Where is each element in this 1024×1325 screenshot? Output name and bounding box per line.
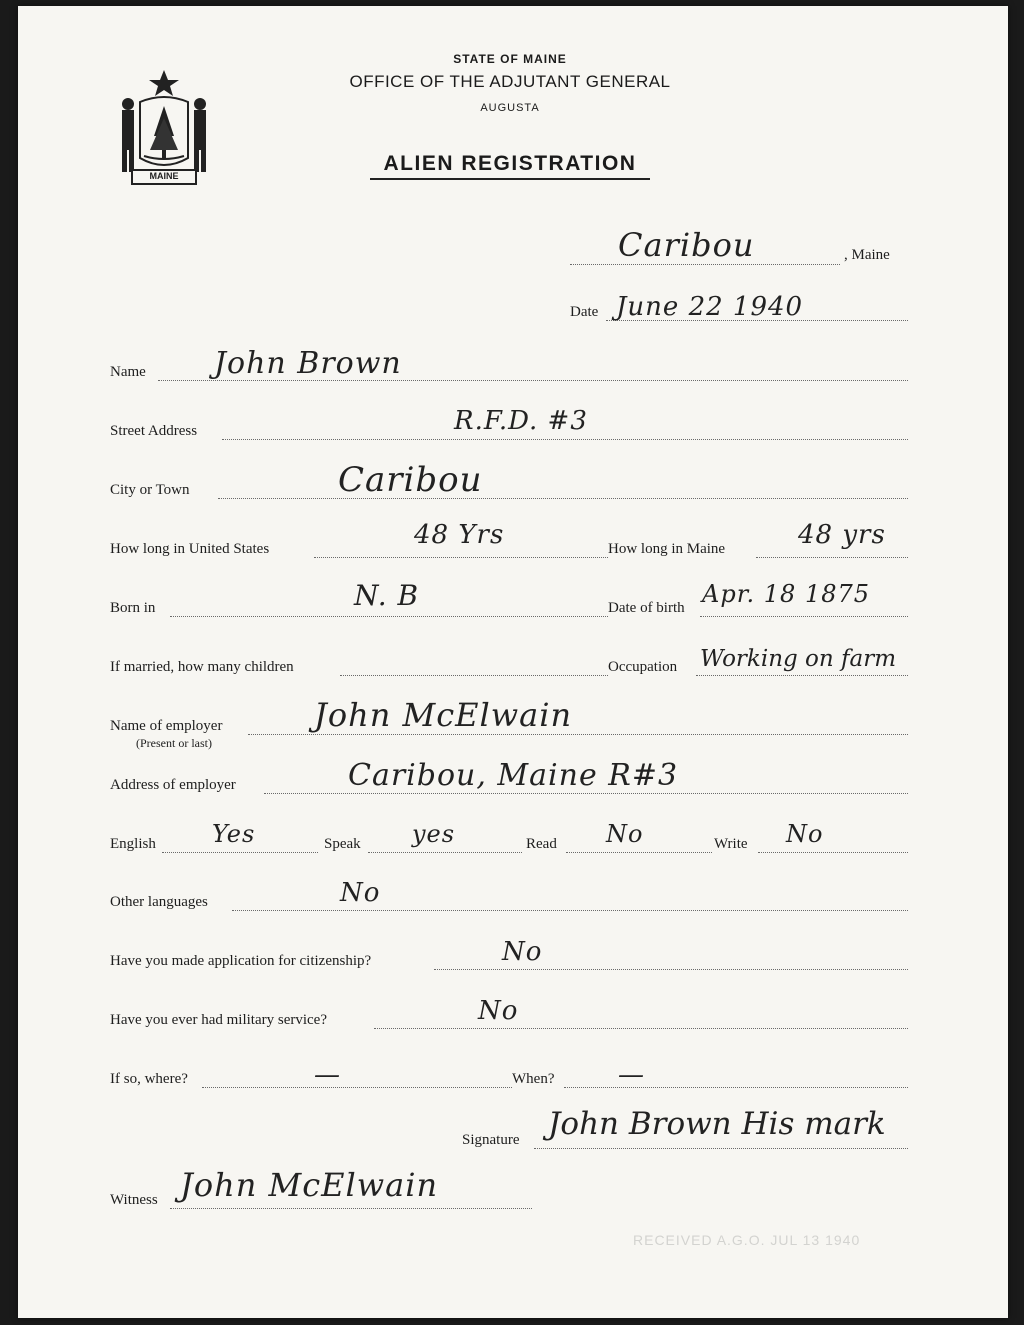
employer-addr-value[interactable]: Caribou, Maine R#3 — [348, 758, 679, 793]
maine-long-label: How long in Maine — [608, 541, 726, 557]
form-page — [18, 6, 1008, 1318]
town-value[interactable]: Caribou — [618, 226, 755, 264]
dob-value[interactable]: Apr. 18 1875 — [702, 580, 871, 608]
employer-addr-label: Address of employer — [110, 777, 236, 793]
children-label: If married, how many children — [110, 659, 294, 675]
other-lang-label: Other languages — [110, 894, 208, 910]
citizenship-label: Have you made application for citizenship? — [110, 953, 372, 969]
seal-label: MAINE — [149, 171, 179, 181]
town-line — [570, 264, 840, 265]
born-label: Born in — [110, 600, 156, 616]
date-value[interactable]: June 22 1940 — [616, 292, 804, 322]
street-line — [222, 439, 908, 440]
other-lang-line — [232, 910, 908, 911]
born-line — [170, 616, 608, 617]
write-value[interactable]: No — [786, 820, 824, 848]
employer-value[interactable]: John McElwain — [314, 696, 573, 734]
when-label: When? — [512, 1071, 555, 1087]
english-label: English — [110, 836, 156, 852]
street-value[interactable]: R.F.D. #3 — [454, 406, 588, 436]
header-state: STATE OF MAINE — [453, 52, 567, 66]
military-label: Have you ever had military service? — [110, 1012, 327, 1028]
us-long-label: How long in United States — [110, 541, 270, 557]
english-line — [162, 852, 318, 853]
speak-line — [368, 852, 522, 853]
signature-value[interactable]: John Brown His mark — [548, 1106, 886, 1142]
military-value[interactable]: No — [478, 996, 519, 1026]
witness-label: Witness — [110, 1192, 158, 1208]
military-line — [374, 1028, 908, 1029]
employer-note: (Present or last) — [136, 736, 212, 750]
form-title: ALIEN REGISTRATION — [383, 152, 637, 175]
born-value[interactable]: N. B — [354, 579, 420, 612]
maine-label: , Maine — [844, 247, 890, 263]
dob-label: Date of birth — [608, 600, 685, 616]
speak-label: Speak — [324, 836, 361, 852]
occupation-line — [696, 675, 908, 676]
street-label: Street Address — [110, 423, 198, 439]
write-line — [758, 852, 908, 853]
witness-line — [170, 1208, 532, 1209]
signature-line — [534, 1148, 908, 1149]
witness-value[interactable]: John McElwain — [180, 1166, 439, 1204]
occupation-value[interactable]: Working on farm — [700, 646, 897, 672]
when-line — [564, 1087, 908, 1088]
where-line — [202, 1087, 512, 1088]
read-line — [566, 852, 712, 853]
maine-long-value[interactable]: 48 yrs — [798, 520, 886, 550]
date-label: Date — [570, 304, 599, 320]
where-value[interactable]: — — [314, 1060, 341, 1090]
city-value[interactable]: Caribou — [338, 460, 483, 500]
dob-line — [700, 616, 908, 617]
us-long-value[interactable]: 48 Yrs — [414, 520, 505, 550]
write-label: Write — [714, 836, 748, 852]
read-label: Read — [526, 836, 557, 852]
occupation-label: Occupation — [608, 659, 678, 675]
employer-label: Name of employer — [110, 718, 223, 734]
citizenship-value[interactable]: No — [502, 937, 543, 967]
children-line — [340, 675, 608, 676]
read-value[interactable]: No — [606, 820, 644, 848]
header-office: OFFICE OF THE ADJUTANT GENERAL — [349, 72, 671, 91]
city-line — [218, 498, 908, 499]
where-label: If so, where? — [110, 1071, 188, 1087]
speak-value[interactable]: yes — [412, 820, 456, 848]
when-value[interactable]: — — [618, 1060, 645, 1090]
received-stamp: RECEIVED A.G.O. JUL 13 1940 — [633, 1232, 861, 1248]
header-city: AUGUSTA — [480, 102, 540, 114]
employer-addr-line — [264, 793, 908, 794]
employer-line — [248, 734, 908, 735]
other-lang-value[interactable]: No — [340, 878, 381, 908]
title-underline — [370, 178, 650, 180]
maine-long-line — [756, 557, 908, 558]
us-long-line — [314, 557, 608, 558]
signature-label: Signature — [462, 1132, 520, 1148]
name-label: Name — [110, 364, 146, 380]
city-label: City or Town — [110, 482, 190, 498]
english-value[interactable]: Yes — [212, 820, 256, 848]
citizenship-line — [434, 969, 908, 970]
name-value[interactable]: John Brown — [214, 346, 402, 381]
